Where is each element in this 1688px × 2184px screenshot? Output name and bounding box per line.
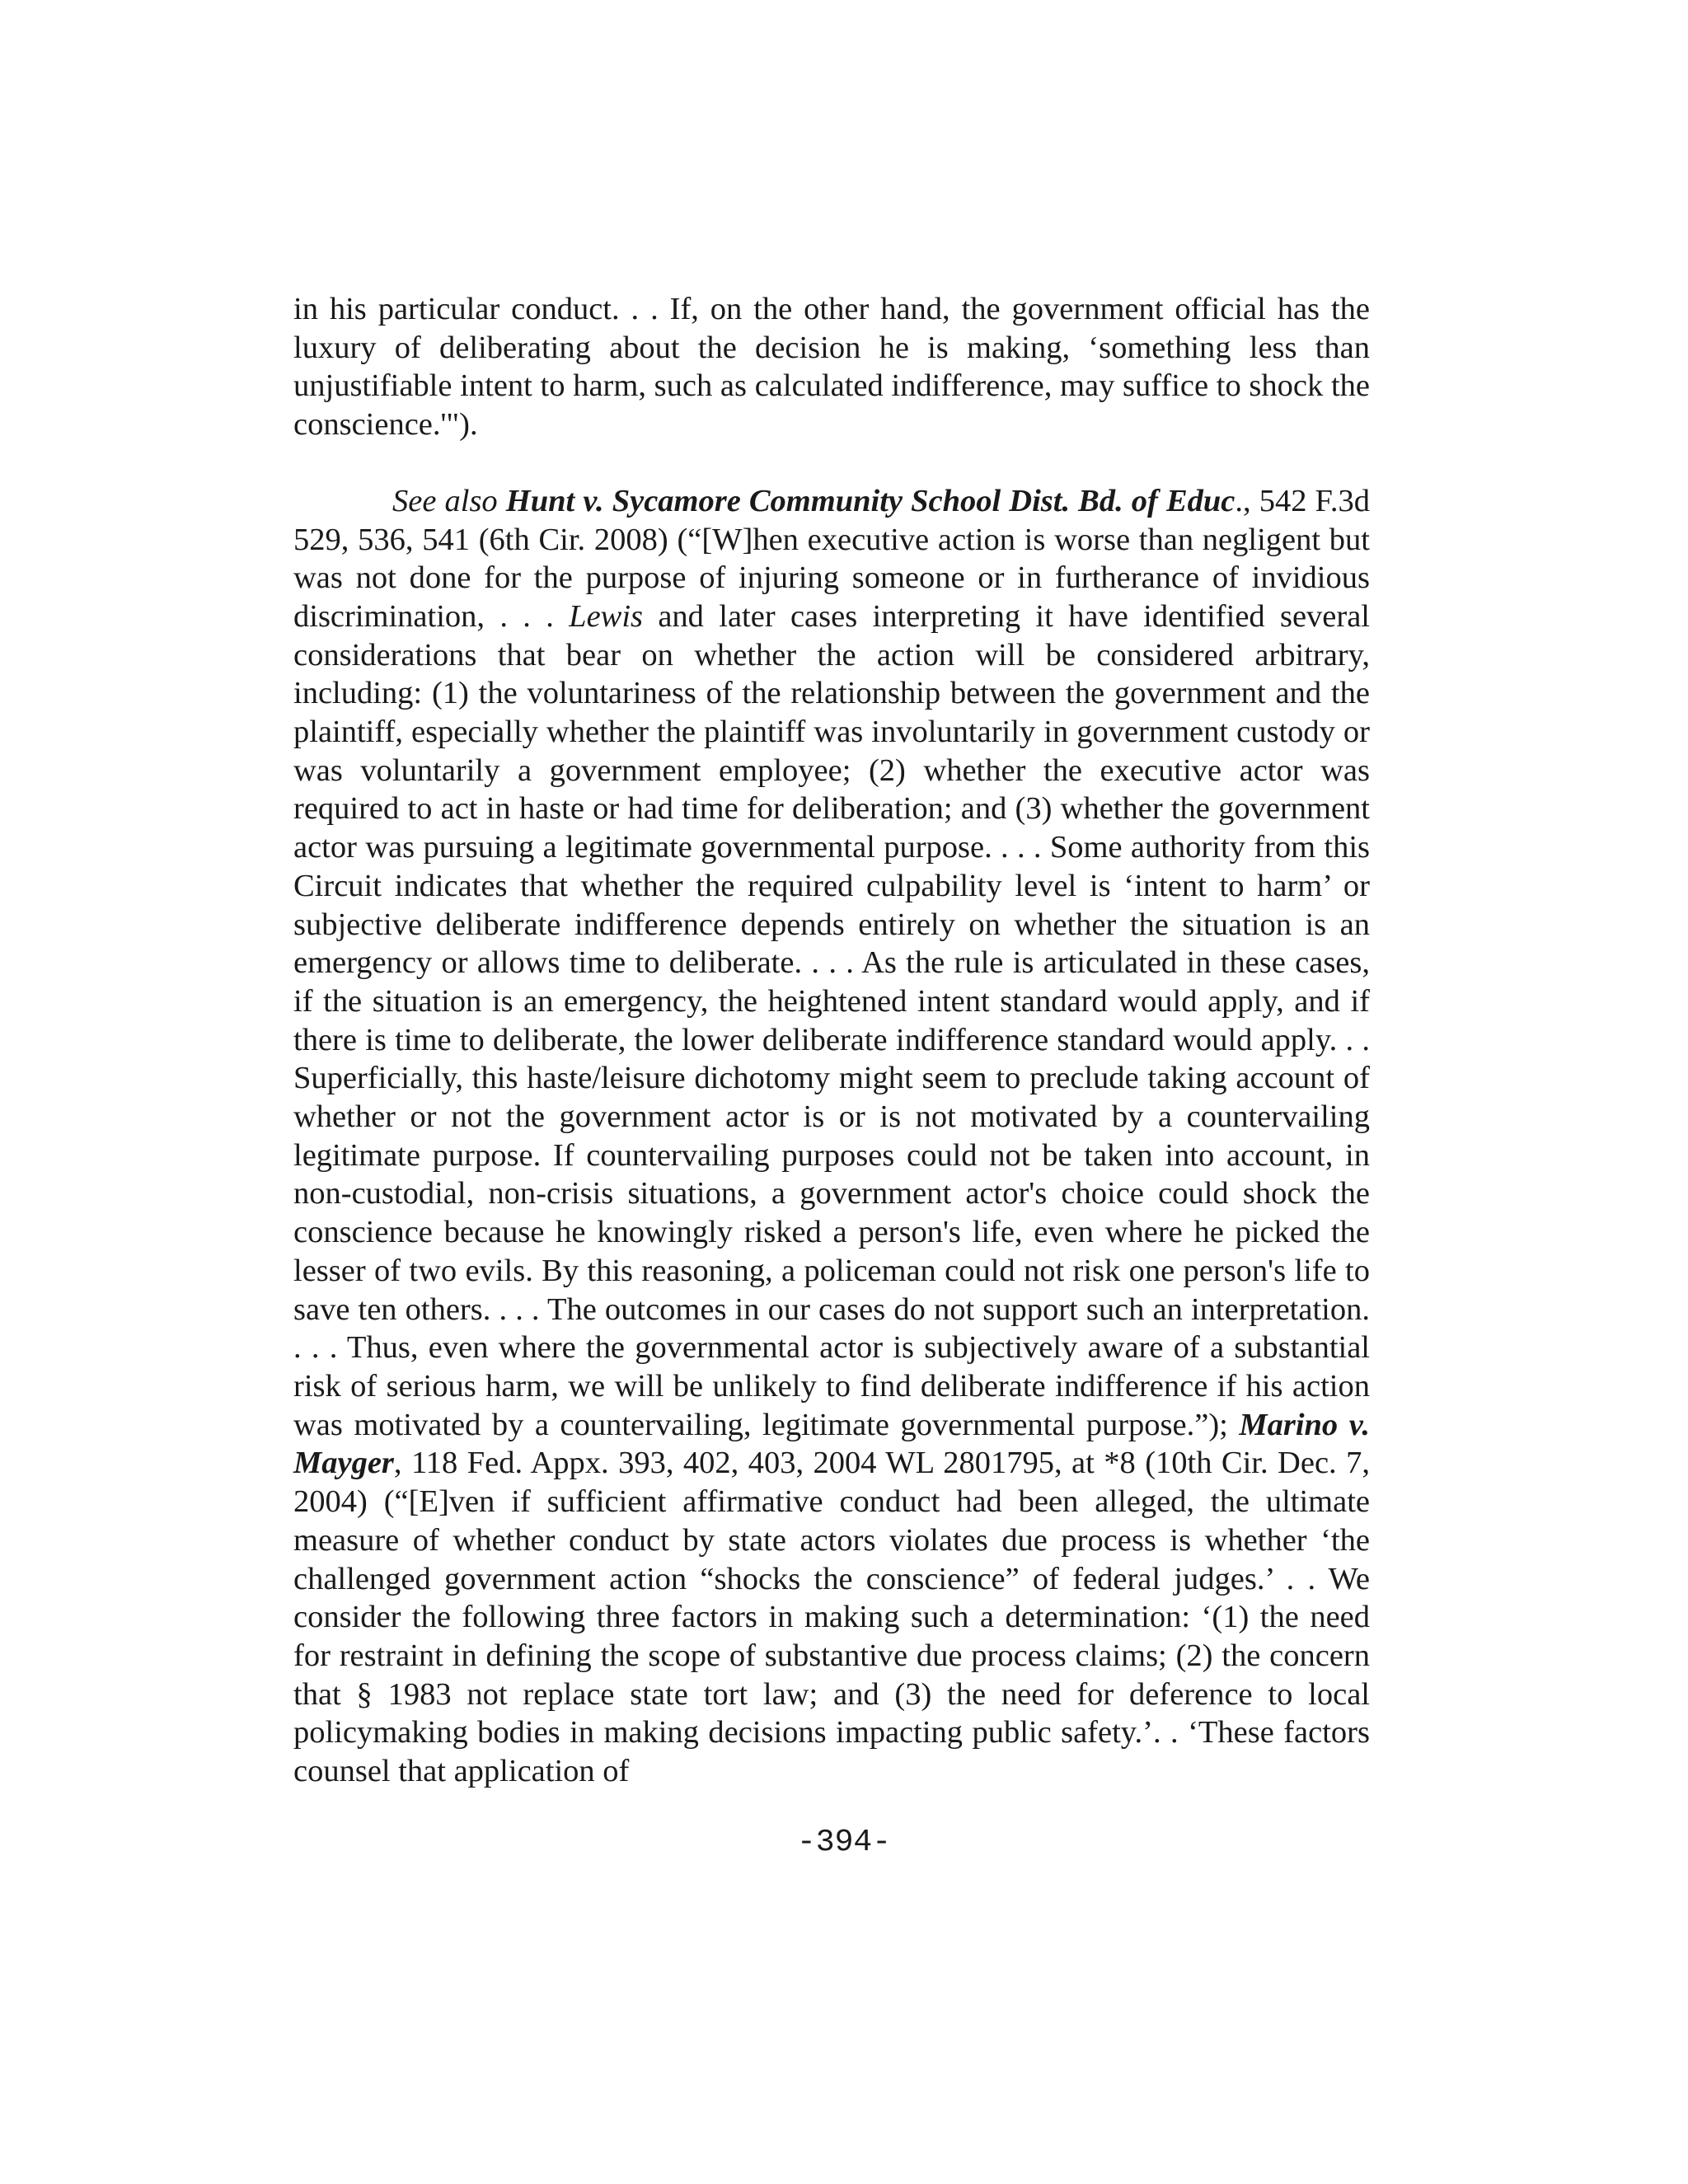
document-body [293, 290, 1370, 1791]
citation-text: and later cases interpreting it have identified several considerations that bear on whether the action will be considered arbitrary, including: (1) the voluntariness of the relationship between the government and the plaintiff, especially whether the plaintiff was involuntarily in government custody or was voluntarily a government employee; (2) whether the executive actor was required to act in haste or had time for deliberation; and (3) whether the government actor was pursuing a legitimate governmental purpose. . . . Some authority from this Circuit indicates that whether the required culpability level is ‘intent to harm’ or subjective deliberate indifference depends entirely on whether the situation is an emergency or allows time to deliberate. . . . As the rule is articulated in these cases, if the situation is an emergency, the heightened intent standard would apply, and if there is time to deliberate, the lower deliberate indifference standard would apply. . . Superficially, this haste/leisure dichotomy might seem to preclude taking account of whether or not the government actor is or is not motivated by a countervailing legitimate purpose. If countervailing purposes could not be taken into account, in non-custodial, non-crisis situations, a government actor's choice could shock the conscience because he knowingly risked a person's life, even where he picked the lesser of two evils. By this reasoning, a policeman could not risk one person's life to save ten others. . . . The outcomes in our cases do not support such an interpretation. . . . Thus, even where the governmental actor is subjectively aware of a substantial risk of serious harm, we will be unlikely to find deliberate indifference if his action was motivated by a countervailing, legitimate governmental purpose.”); [293, 598, 1370, 1442]
signal-space [498, 484, 506, 518]
case-reference-lewis: Lewis [569, 598, 644, 634]
case-name-hunt: Hunt v. Sycamore Community School Dist. Bd. of Educ [505, 483, 1236, 518]
signal-see-also: See also [392, 483, 498, 518]
citation-text: ., 542 F.3d 529, 536, 541 (6th Cir. 2008) (“[W]hen executive action is worse than negligent but was not done for the purpose of injuring someone or in furtherance of invidious discrimination, . . . [293, 483, 1371, 634]
paragraph-see-also [293, 482, 1370, 1791]
citation-text: , 118 Fed. Appx. 393, 402, 403, 2004 WL 2801795, at *8 (10th Cir. Dec. 7, 2004) (“[E]ven if sufficient affirmative conduct had been alleged, the ultimate measure of whether conduct by state actors violates due process is whether ‘the challenged government action “shocks the conscience” of federal judges.’ . . We consider the following three factors in making such a determination: ‘(1) the need for restraint in defining the scope of substantive due process claims; (2) the concern that § 1983 not replace state tort law; and (3) the need for deference to local policymaking bodies in making decisions impacting public safety.’. . ‘These factors counsel that application of [293, 1446, 1370, 1789]
page-number: -394- [796, 1825, 892, 1860]
paragraph-continuation: in his particular conduct. . . If, on the other hand, the government official has the luxury of deliberating about the decision he is making, ‘something less than unjustifiable intent to harm, such as calculated indifference, may suffice to shock the conscience.'"). [293, 292, 1370, 443]
case-name-marino: Marino v. Mayger [293, 1407, 1370, 1481]
